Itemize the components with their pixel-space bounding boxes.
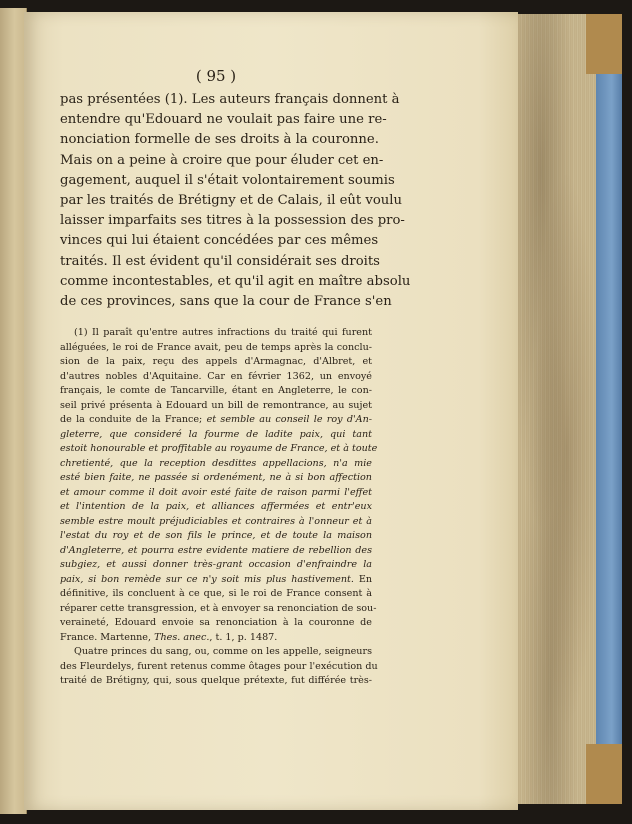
footnote-italic-run: semble estre moult préjudiciables et contraires à l'onneur et à [60, 515, 372, 527]
footnote-run: seil privé présenta à Edouard un bill de remontrance, au sujet [60, 399, 372, 411]
footnote-italic-run: et l'intention de la paix, et alliances affermées et entr'eux [60, 501, 372, 513]
footnote-run: d'autres nobles d'Aquitaine. Car en février 1362, un envoyé [60, 370, 372, 382]
text-line: de ces provinces, sans que la cour de France s'en [60, 294, 392, 310]
text-line: entendre qu'Edouard ne voulait pas faire une re- [60, 112, 387, 128]
footnote-line [60, 355, 372, 370]
footnote-line [60, 529, 372, 544]
footnote-run: France. Martenne, [60, 631, 152, 643]
page-text [60, 66, 411, 689]
footnote-italic-run: et amour comme il doit avoir esté faite de raison parmi l'effet [60, 486, 372, 498]
text-line: pas présentées (1). Les auteurs français donnent à [60, 92, 400, 107]
footnote-line [60, 544, 372, 559]
footnote-italic-run: paix, si bon remède sur ce n'y soit mis plus hastivement. [60, 573, 354, 585]
footnote-line [60, 660, 378, 675]
footnote-line [60, 631, 372, 646]
text-line: par les traités de Brétigny et de Calais, il eût voulu [60, 193, 403, 209]
main-text [60, 90, 411, 312]
text-line: comme incontestables, et qu'il agit en maître absolu [60, 273, 411, 289]
footnote-line [60, 515, 372, 530]
footnote-run: alléguées, le roi de France avait, peu de temps après la conclu- [60, 341, 372, 353]
footnote-line [60, 500, 372, 515]
footnote-run: définitive, ils concluent à ce que, si le roi de France consent à [60, 588, 372, 600]
footnote-run: traité de Brétigny, qui, sous quelque prétexte, fut différée très- [60, 675, 372, 687]
footnote-run: (1) Il paraît qu'entre autres infractions du traité qui furent [74, 327, 372, 339]
footnote-run: français, le comte de Tancarville, étant en Angleterre, le con- [60, 385, 372, 397]
footnote-run: Quatre princes du sang, ou, comme on les appelle, seigneurs [74, 646, 372, 658]
footnote-italic-run: l'estat du roy et de son fils le prince, et de toute la maison [60, 530, 372, 542]
text-line: Mais on a peine à croire que pour éluder cet en- [60, 152, 384, 168]
text-line: traités. Il est évident qu'il considérait ses droits [60, 253, 380, 269]
footnote-italic-run: esté bien faite, ne passée si ordenément, ne à si bon affection [60, 472, 372, 484]
footnote-italic-run: subgiez, et aussi donner très-grant occasion d'enfraindre la [60, 559, 372, 571]
footnote-line [60, 602, 377, 617]
footnote-run: En [353, 573, 373, 585]
page-block-edges [516, 14, 600, 804]
page-number: ( 95 ) [195, 67, 237, 85]
text-line: vinces qui lui étaient concédées par ces mêmes [60, 233, 379, 249]
leather-corner-top [586, 14, 622, 74]
footnote-italic-run: Thes. anec. [151, 631, 210, 643]
footnote-line [60, 616, 372, 631]
footnote-italic-run: d'Angleterre, et pourra estre evidente matiere de rebellion des [60, 544, 372, 556]
footnote-line [60, 587, 372, 602]
footnote-line [60, 326, 372, 341]
footnote-italic-run: estoit honourable et proffitable au royaume de France, et à toute [60, 443, 378, 455]
footnote-run: de la conduite de la France; [60, 414, 203, 426]
footnote-run: , t. 1, p. 1487. [209, 631, 278, 643]
left-page-edge [0, 8, 27, 814]
footnote-line [60, 457, 372, 472]
footnote-line [60, 674, 372, 689]
footnote [60, 326, 378, 689]
footnote-line [60, 471, 372, 486]
footnote-line [60, 341, 372, 356]
footnote-line [60, 645, 372, 660]
footnote-run: sion de la paix, reçu des appels d'Armagnac, d'Albret, et [60, 356, 372, 368]
text-line: nonciation formelle de ses droits à la couronne. [60, 132, 379, 148]
text-line: laisser imparfaits ses titres à la possession des pro- [60, 213, 405, 229]
footnote-run: des Fleurdelys, furent retenus comme ôtages pour l'exécution du [60, 660, 378, 672]
footnote-line [60, 384, 372, 399]
footnote-line [60, 573, 372, 588]
text-line: gagement, auquel il s'était volontairement soumis [60, 172, 395, 188]
footnote-line [60, 428, 372, 443]
footnote-line [60, 370, 372, 385]
footnote-run: veraineté, Edouard envoie sa renonciation à la couronne de [60, 617, 372, 629]
footnote-line [60, 486, 372, 501]
blue-cover-board [596, 14, 622, 804]
footnote-line [60, 399, 372, 414]
footnote-italic-run: chretienté, que la reception desdittes appellacions, n'a mie [60, 457, 372, 469]
leather-corner-bottom [586, 744, 622, 804]
footnote-run: réparer cette transgression, et à envoyer sa renonciation de sou- [60, 602, 377, 614]
footnote-line [60, 442, 378, 457]
footnote-line [60, 413, 372, 428]
footnote-italic-run: et semble au conseil le roy d'An- [202, 414, 372, 426]
footnote-italic-run: gleterre, que consideré la fourme de ladite paix, qui tant [60, 428, 372, 440]
footnote-line [60, 558, 372, 573]
